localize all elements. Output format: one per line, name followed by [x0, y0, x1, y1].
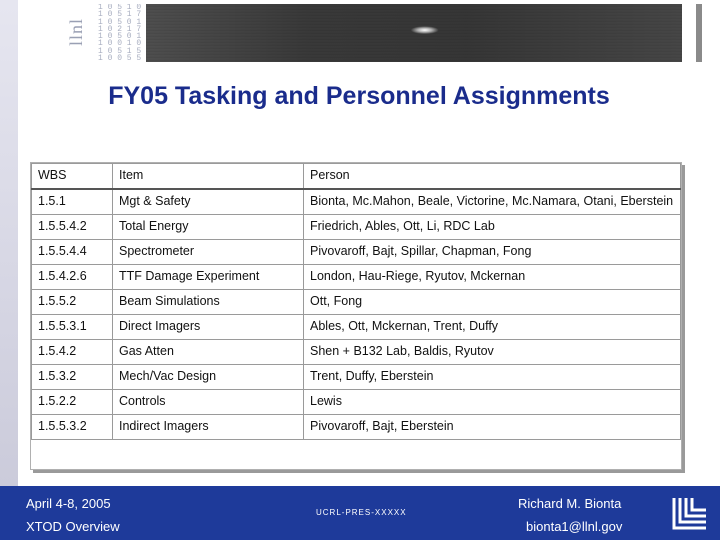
cell-person: Lewis	[304, 390, 681, 415]
table-row	[32, 415, 681, 440]
cell-item: Total Energy	[113, 215, 304, 240]
cell-item: Mgt & Safety	[113, 189, 304, 215]
cell-item: TTF Damage Experiment	[113, 265, 304, 290]
table-row	[32, 290, 681, 315]
cell-wbs: 1.5.2.2	[32, 390, 113, 415]
llnl-logo-text: llnl	[66, 18, 86, 47]
cell-item: Controls	[113, 390, 304, 415]
cell-item: Beam Simulations	[113, 290, 304, 315]
left-decorative-band	[0, 0, 18, 540]
table-row	[32, 189, 681, 215]
cell-wbs: 1.5.5.2	[32, 290, 113, 315]
footer-presenter-name: Richard M. Bionta	[518, 496, 622, 511]
cell-person: Ott, Fong	[304, 290, 681, 315]
header-item: Item	[113, 164, 304, 190]
footer-date: April 4-8, 2005	[26, 496, 111, 511]
table-row	[32, 240, 681, 265]
cell-wbs: 1.5.5.3.1	[32, 315, 113, 340]
cell-item: Mech/Vac Design	[113, 365, 304, 390]
header-wbs: WBS	[32, 164, 113, 190]
cell-wbs: 1.5.3.2	[32, 365, 113, 390]
cell-person: Pivovaroff, Bajt, Spillar, Chapman, Fong	[304, 240, 681, 265]
cell-wbs: 1.5.4.2.6	[32, 265, 113, 290]
digit-column-decoration: 1 0 5 1 0 1 0 5 1 7 1 0 5 0 1 1 0 2 1 7 1 0 5 0 1 1 0 0 1 0 1 0 5 1 5 1 0 0 5 5	[98, 4, 142, 64]
table-row	[32, 365, 681, 390]
cell-wbs: 1.5.1	[32, 189, 113, 215]
cell-person: Shen + B132 Lab, Baldis, Ryutov	[304, 340, 681, 365]
cell-item: Indirect Imagers	[113, 415, 304, 440]
footer-ucrl-number: UCRL-PRES-XXXXX	[316, 508, 407, 517]
cell-person: Trent, Duffy, Eberstein	[304, 365, 681, 390]
cell-item: Direct Imagers	[113, 315, 304, 340]
cell-person: Bionta, Mc.Mahon, Beale, Victorine, Mc.Namara, Otani, Eberstein	[304, 189, 681, 215]
footer-overview: XTOD Overview	[26, 519, 120, 534]
cell-person: Pivovaroff, Bajt, Eberstein	[304, 415, 681, 440]
assignments-table-frame	[30, 162, 682, 470]
top-banner	[18, 0, 720, 68]
cell-wbs: 1.5.4.2	[32, 340, 113, 365]
cell-wbs: 1.5.5.4.4	[32, 240, 113, 265]
footer-presenter-email: bionta1@llnl.gov	[526, 519, 623, 534]
table-header-row	[32, 164, 681, 190]
table-row	[32, 265, 681, 290]
cell-item: Spectrometer	[113, 240, 304, 265]
spectrum-image-end	[696, 4, 702, 62]
table-row	[32, 340, 681, 365]
footer-bar	[0, 486, 720, 540]
table-row	[32, 315, 681, 340]
llnl-logo-icon	[668, 494, 712, 534]
cell-person: Ables, Ott, Mckernan, Trent, Duffy	[304, 315, 681, 340]
slide-title: FY05 Tasking and Personnel Assignments	[108, 82, 610, 110]
cell-wbs: 1.5.5.3.2	[32, 415, 113, 440]
cell-person: London, Hau-Riege, Ryutov, Mckernan	[304, 265, 681, 290]
cell-item: Gas Atten	[113, 340, 304, 365]
table-row	[32, 215, 681, 240]
cell-wbs: 1.5.5.4.2	[32, 215, 113, 240]
table-row	[32, 390, 681, 415]
assignments-table	[31, 163, 681, 440]
header-person: Person	[304, 164, 681, 190]
spectrum-image-strip	[146, 4, 682, 62]
cell-person: Friedrich, Ables, Ott, Li, RDC Lab	[304, 215, 681, 240]
